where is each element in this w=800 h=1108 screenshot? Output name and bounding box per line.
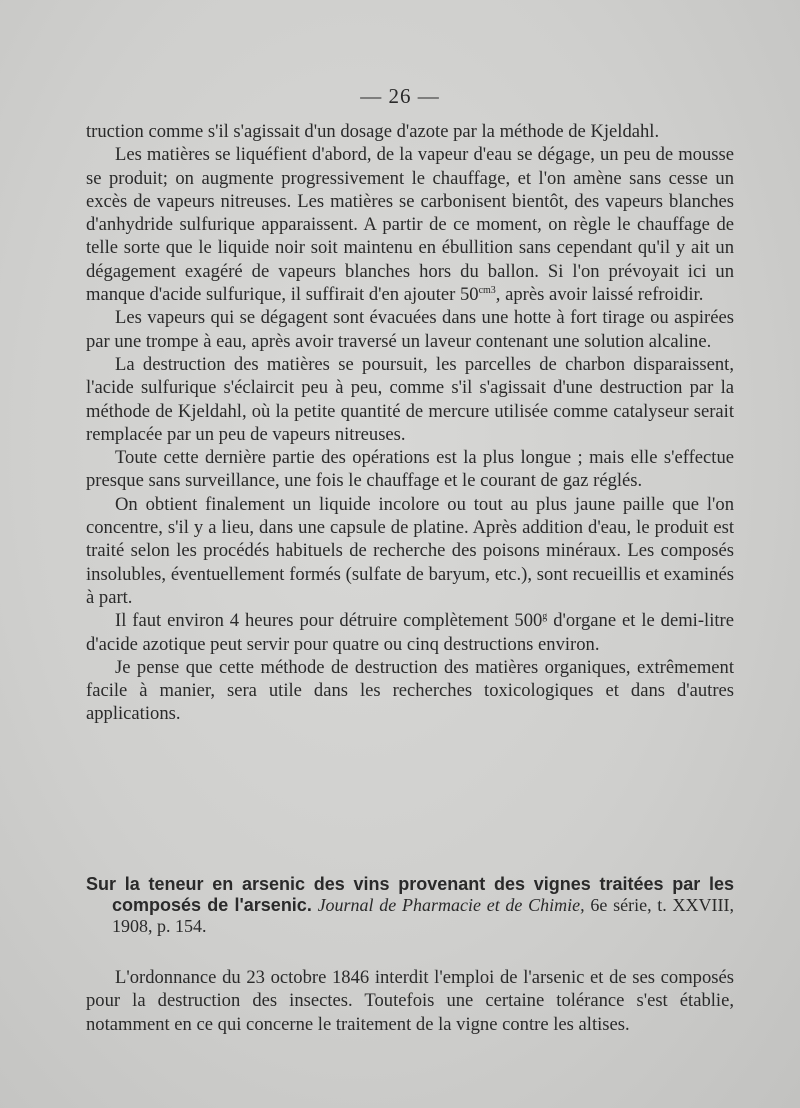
- paragraph-text: Les matières se liquéfient d'abord, de la vapeur d'eau se dégage, un peu de mousse se produit; on augmente progressivement le chauffage, et l'on amène sans cesse un excès de vapeurs nitreuses. Les matières se carbonisent bientôt, des vapeurs blanches d'anhydride sulfurique apparaissent. A partir de ce moment, on règle le chauffage de telle sorte que le liquide noir soit maintenu en ébullition sans cependant qu'il y ait un dégagement exagéré de vapeurs blanches hors du ballon. Si l'on prévoyait ici un manque d'acide sulfurique, il suffirait d'en ajouter 50: [86, 144, 734, 306]
- unit-superscript: cm3: [478, 284, 496, 296]
- paragraph-text: Il faut environ 4 heures pour détruire complètement 500: [115, 610, 543, 632]
- paragraph: La destruction des matières se poursuit, les parcelles de charbon disparaissent, l'acide sulfurique s'éclaircit peu à peu, comme s'il s'agissait d'une destruction par la méthode de Kjeldahl, où la petite quantité de mercure utilisée comme catalyseur serait remplacée par un peu de vapeurs nitreuses.: [86, 353, 734, 445]
- paragraph: Toute cette dernière partie des opérations est la plus longue ; mais elle s'effectue presque sans surveillance, une fois le chauffage et le courant de gaz réglés.: [86, 447, 734, 492]
- page-number: — 26 —: [360, 84, 440, 108]
- article-title: Sur la teneur en arsenic des vins provenant des vignes traitées par les composés de l'arsenic.: [86, 874, 734, 915]
- article-body: [86, 966, 734, 1036]
- paragraph-text-tail: , après avoir laissé refroidir.: [495, 284, 704, 306]
- paragraph: Je pense que cette méthode de destruction des matières organiques, extrêmement facile à manier, sera utile dans les recherches toxicologiques et dans d'autres applications.: [86, 656, 734, 725]
- paragraph: Les vapeurs qui se dégagent sont évacuées dans une hotte à fort tirage ou aspirées par une trompe à eau, après avoir traversé un laveur contenant une solution alcaline.: [86, 307, 734, 352]
- article-reference: [86, 874, 734, 937]
- citation: 6e série, t. XXVIII, 1908, p. 154.: [112, 895, 735, 936]
- paragraph: On obtient finalement un liquide incolore ou tout au plus jaune paille que l'on concentre, s'il y a lieu, dans une capsule de platine. Après addition d'eau, le produit est traité selon les procédés habituels de recherche des poisons minéraux. Les composés insolubles, éventuellement formés (sulfate de baryum, etc.), sont recueillis et examinés à part.: [86, 493, 734, 608]
- paragraph: [86, 609, 734, 656]
- paragraph: L'ordonnance du 23 octobre 1846 interdit l'emploi de l'arsenic et de ses composés pour la destruction des insectes. Toutefois une certaine tolérance s'est établie, notamment en ce qui concerne le traitement de la vigne contre les altises.: [86, 967, 734, 1035]
- unit-superscript: g: [542, 611, 548, 623]
- paragraph-text-tail: d'organe et le demi-litre d'acide azotique peut servir pour quatre ou cinq destructions environ.: [86, 610, 734, 655]
- paragraph: truction comme s'il s'agissait d'un dosage d'azote par la méthode de Kjeldahl.: [86, 121, 660, 142]
- paragraph: [86, 143, 734, 306]
- journal-name: Journal de Pharmacie et de Chimie,: [317, 895, 585, 915]
- article-heading: [86, 874, 734, 937]
- body-text: [86, 120, 734, 726]
